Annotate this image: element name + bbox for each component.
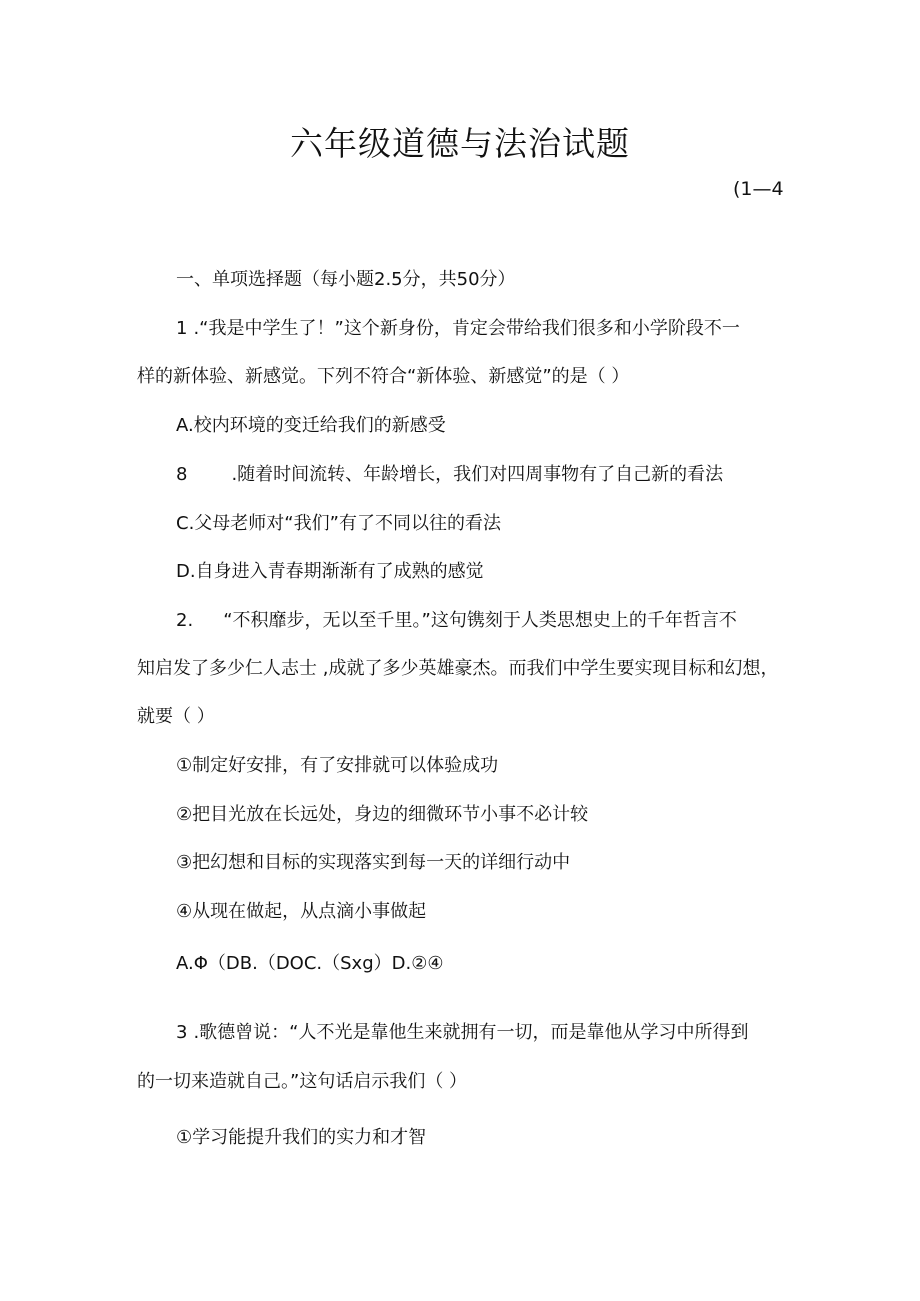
question-1-line-2: 样的新体验、新感觉。下列不符合“新体验、新感觉”的是（ ） bbox=[137, 366, 630, 387]
question-1-option-b-prefix: 8 bbox=[176, 464, 188, 485]
question-2-number: 2. bbox=[176, 610, 194, 631]
question-2-line-3: 就要（ ） bbox=[137, 706, 215, 727]
question-1-number: 1 bbox=[176, 318, 188, 339]
question-2-text-1: “不积靡步，无以至千里。”这句镌刻于人类思想史上的千年哲言不 bbox=[223, 610, 737, 631]
question-2-statement-4: ④从现在做起，从点滴小事做起 bbox=[176, 901, 427, 922]
question-3-line-1 bbox=[176, 1021, 749, 1045]
question-3-statement-1: ①学习能提升我们的实力和才智 bbox=[176, 1127, 427, 1148]
question-1-option-c: C.父母老师对“我们”有了不同以往的看法 bbox=[176, 513, 501, 534]
question-2-line-2: 知启发了多少仁人志士 ,成就了多少英雄豪杰。而我们中学生要实现目标和幻想， bbox=[137, 658, 779, 679]
question-1-text-1: .“我是中学生了！”这个新身份，肯定会带给我们很多和小学阶段不一 bbox=[193, 318, 740, 339]
question-2-line-1 bbox=[176, 609, 737, 633]
section-heading: 一、单项选择题（每小题2.5分，共50分） bbox=[176, 269, 516, 290]
page-title: 六年级道德与法治试题 bbox=[290, 124, 630, 163]
question-3-line-2: 的一切来造就自己。”这句话启示我们（ ） bbox=[137, 1071, 468, 1092]
question-1-option-a: A.校内环境的变迁给我们的新感受 bbox=[176, 415, 446, 436]
chapter-range: (1—4 bbox=[733, 178, 784, 200]
question-1-option-d: D.自身进入青春期渐渐有了成熟的感觉 bbox=[176, 561, 484, 582]
question-1-line-1 bbox=[176, 317, 740, 341]
question-1-option-b bbox=[176, 463, 723, 487]
question-2-choices: A.Φ（DB.（DOC.（Sxg）D.②④ bbox=[176, 953, 444, 974]
question-2-statement-2: ②把目光放在长远处，身边的细微环节小事不必计较 bbox=[176, 804, 589, 825]
question-2-statement-3: ③把幻想和目标的实现落实到每一天的详细行动中 bbox=[176, 852, 571, 873]
question-2-statement-1: ①制定好安排，有了安排就可以体验成功 bbox=[176, 755, 499, 776]
question-1-option-b-text: .随着时间流转、年龄增长，我们对四周事物有了自己新的看法 bbox=[231, 464, 724, 485]
question-3-text-1: .歌德曾说：“人不光是靠他生来就拥有一切，而是靠他从学习中所得到 bbox=[193, 1022, 749, 1043]
question-3-number: 3 bbox=[176, 1022, 188, 1043]
